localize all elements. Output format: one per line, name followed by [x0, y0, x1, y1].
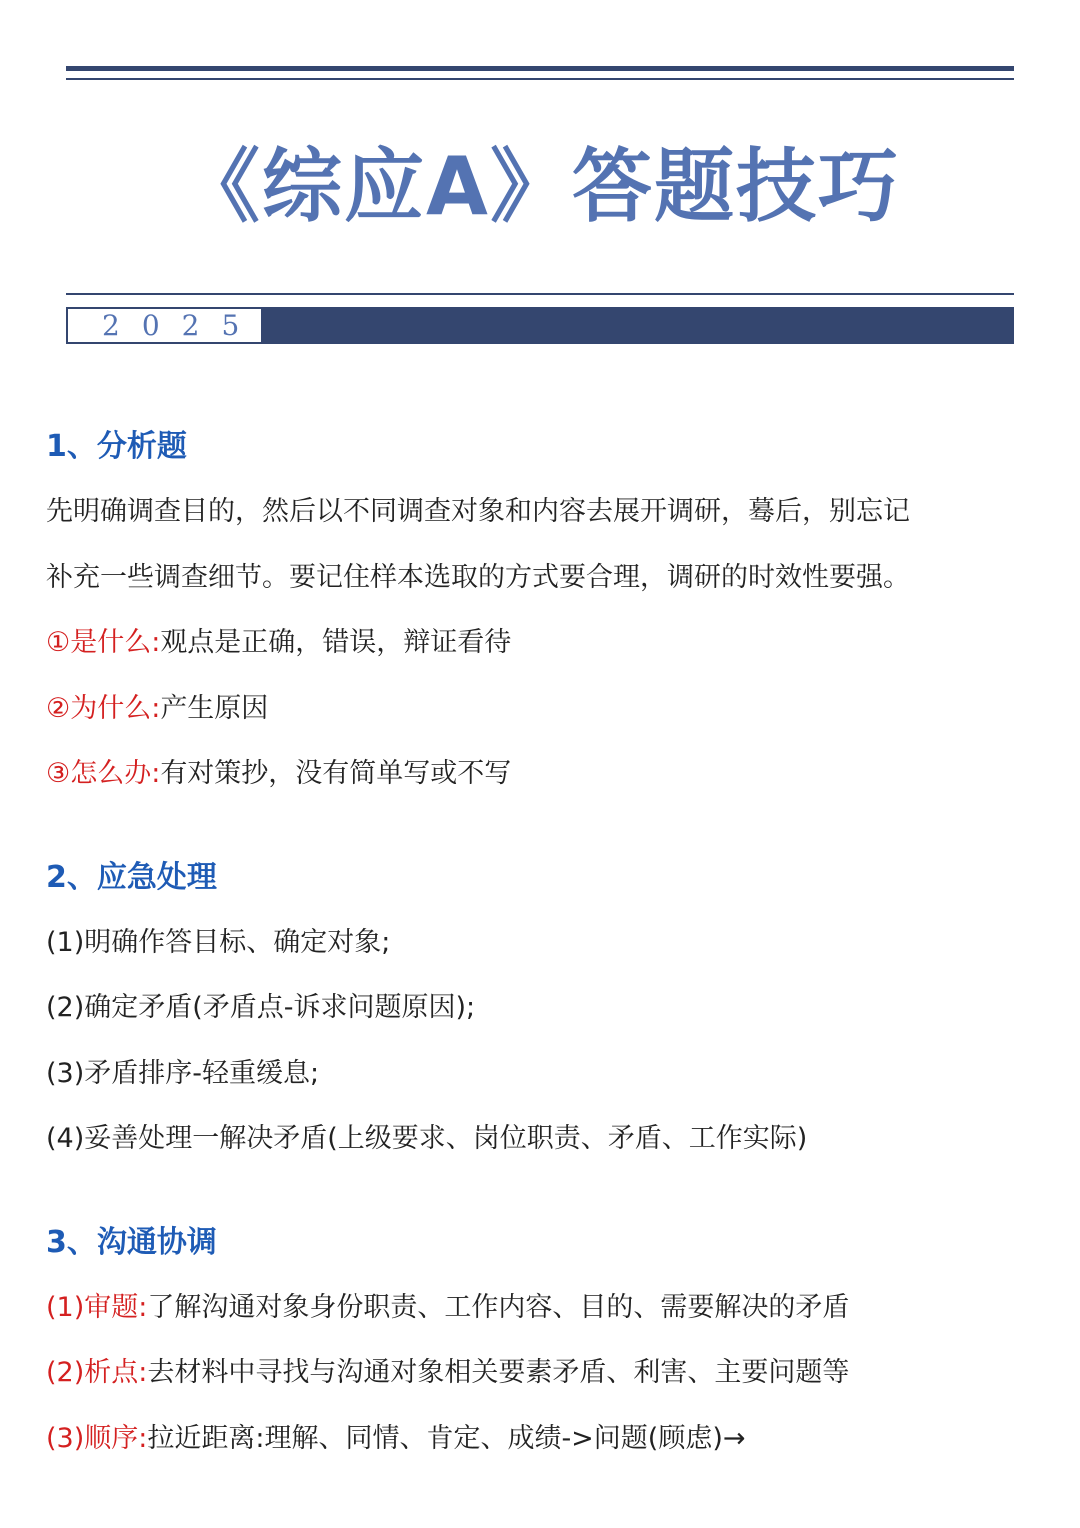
top-rule-thin [66, 78, 1014, 80]
line-lead: (1)审题: [46, 1291, 148, 1323]
line-lead: (2)析点: [46, 1357, 148, 1388]
line-text: (1)明确作答目标、确定对象; [46, 926, 391, 958]
top-rule-thick [66, 66, 1014, 71]
line-lead: ②为什么: [46, 692, 161, 724]
body-line [46, 1340, 1036, 1406]
body-line [46, 975, 1036, 1041]
line-text: (4)妥善处理一解决矛盾(上级要求、岗位职责、矛盾、工作实际) [46, 1123, 808, 1154]
line-text: 拉近距离:理解、同情、肯定、成绩->问题(顾虑)→ [147, 1422, 746, 1454]
line-text: 了解沟通对象身份职责、工作内容、目的、需要解决的矛盾 [147, 1291, 850, 1323]
line-text: (2)确定矛盾(矛盾点-诉求问题原因); [46, 992, 476, 1023]
section-heading: 3、沟通协调 [46, 1224, 217, 1260]
line-text: 去材料中寻找与沟通对象相关要素矛盾、利害、主要问题等 [147, 1357, 850, 1388]
year-box [66, 307, 263, 344]
year-label: 2025 [102, 309, 262, 342]
body-line [46, 741, 1036, 807]
body-line [46, 1106, 1036, 1172]
line-lead: ③怎么办: [46, 758, 161, 789]
line-text: (3)矛盾排序-轻重缓息; [46, 1057, 320, 1089]
section-communication [46, 1211, 1036, 1472]
body-line [46, 1275, 1036, 1341]
section-emergency [46, 846, 1036, 1172]
section-heading: 1、分析题 [46, 429, 187, 464]
body-line [46, 545, 1036, 611]
line-lead: (3)顺序: [46, 1422, 148, 1454]
content [46, 415, 1036, 1471]
line-text: 观点是正确，错误，辩证看待 [160, 627, 512, 658]
section-analysis [46, 415, 1036, 807]
section-gap [46, 807, 1036, 846]
body-line [46, 910, 1036, 976]
body-line [46, 676, 1036, 742]
body-line [46, 1041, 1036, 1107]
mid-rule [66, 293, 1014, 295]
line-text: 产生原因 [160, 692, 269, 724]
section-heading: 2、应急处理 [46, 859, 217, 895]
line-lead: ①是什么: [46, 627, 161, 658]
section-gap [46, 1172, 1036, 1211]
line-text: 补充一些调查细节。要记住样本选取的方式要合理，调研的时效性要强。 [46, 561, 910, 593]
body-line [46, 610, 1036, 676]
body-line [46, 1406, 1036, 1472]
page-title: 《综应A》答题技巧 [180, 140, 900, 233]
body-line [46, 479, 1036, 545]
line-text: 先明确调查目的，然后以不同调查对象和内容去展开调研，蓦后，别忘记 [46, 496, 910, 527]
line-text: 有对策抄，没有简单写或不写 [160, 758, 512, 789]
